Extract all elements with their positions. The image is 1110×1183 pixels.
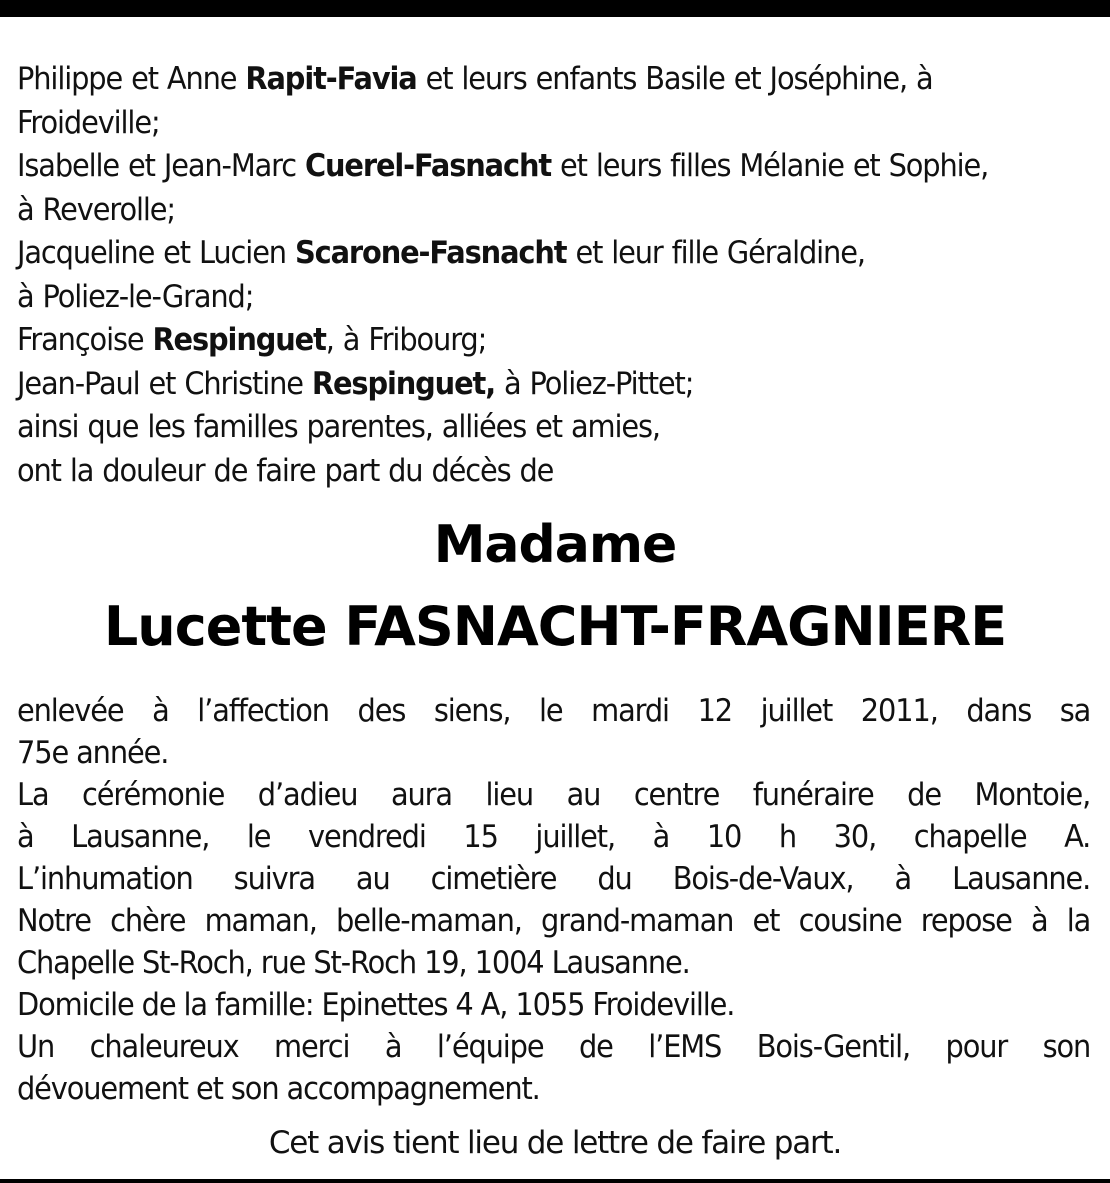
family-list [17,58,1090,493]
details-line-6: Notre chère maman, belle-maman, grand-maman et cousine repose à la [17,903,1091,939]
family-surname: Respinguet, [311,365,496,402]
family-surname: Rapit-Favia [245,61,417,97]
family-surname: Scarone-Fasnacht [294,235,567,271]
family-text: à Poliez-Pittet; [495,365,694,402]
family-line-10: ont la douleur de faire part du décès de [17,452,554,489]
family-line-2: Froideville; [17,104,160,141]
ceremony-details [17,690,1090,1110]
family-surname: Cuerel-Fasnacht [304,148,552,184]
details-line-10: dévouement et son accompagnement. [17,1071,540,1107]
family-line-9: ainsi que les familles parentes, alliées et amies, [17,409,660,445]
family-line-3 [17,145,1090,189]
family-text: Françoise [17,322,153,358]
family-line-4: à Reverolle; [17,191,175,228]
family-text: et leur fille Géraldine, [566,235,865,271]
family-surname: Respinguet [152,322,326,358]
family-line-7 [17,319,1090,363]
details-line-9: Un chaleureux merci à l’équipe de l’EMS Bois-Gentil, pour son [17,1029,1091,1065]
closing-note: Cet avis tient lieu de lettre de faire part. [268,1125,842,1161]
details-line-1: enlevée à l’affection des siens, le mardi 12 juillet 2011, dans sa [17,693,1091,729]
family-text: Jean-Paul et Christine [17,365,312,402]
details-line-5: L’inhumation suivra au cimetière du Bois-de-Vaux, à Lausanne. [17,861,1091,897]
family-line-1 [17,58,1090,102]
family-text: Philippe et Anne [17,61,246,97]
family-line-8 [17,363,1090,407]
family-text: , à Fribourg; [325,322,487,358]
details-line-2: 75e année. [17,735,169,771]
details-line-8: Domicile de la famille: Epinettes 4 A, 1055 Froideville. [17,987,735,1023]
family-text: Isabelle et Jean-Marc [17,148,305,184]
details-line-3: La cérémonie d’adieu aura lieu au centre funéraire de Montoie, [17,777,1091,813]
bottom-border-rule [0,1179,1110,1183]
deceased-name-block [0,504,1110,668]
details-line-7: Chapelle St-Roch, rue St-Roch 19, 1004 Lausanne. [17,945,690,981]
details-line-4: à Lausanne, le vendredi 15 juillet, à 10 h 30, chapelle A. [17,819,1091,855]
deceased-name: Lucette FASNACHT-FRAGNIERE [103,595,1007,658]
family-line-5 [17,232,1090,276]
details-text [17,690,1090,1110]
family-text: Jacqueline et Lucien [17,235,295,271]
top-border-rule [0,0,1110,17]
family-text: et leurs filles Mélanie et Sophie, [551,148,989,184]
family-announcement [17,58,1090,493]
family-line-6: à Poliez-le-Grand; [17,278,254,315]
family-text: et leurs enfants Basile et Joséphine, à [416,61,933,97]
deceased-title: Madame [433,515,677,575]
